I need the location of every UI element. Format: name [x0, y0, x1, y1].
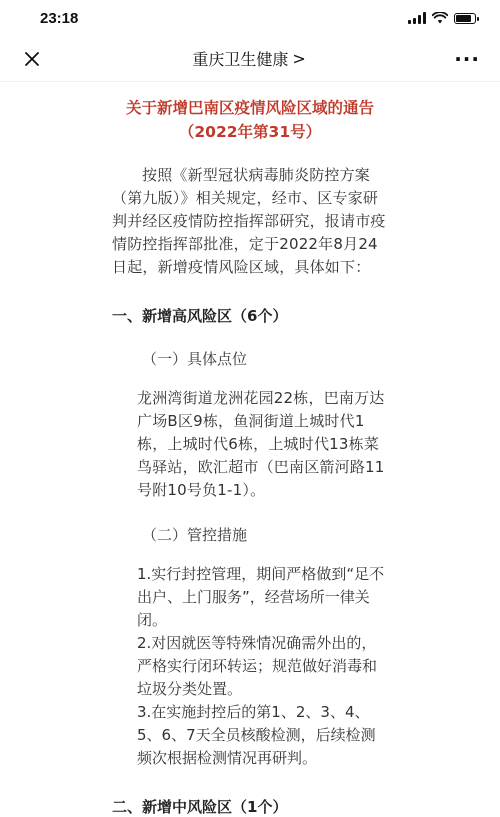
battery-icon [454, 13, 476, 24]
measure-item: 2.对因就医等特殊情况确需外出的，严格实行闭环转运；规范做好消毒和垃圾分类处置。 [137, 634, 378, 698]
close-button[interactable] [20, 47, 44, 71]
status-icons [408, 12, 476, 24]
cellular-signal-icon [408, 12, 426, 24]
sub-heading-locations: （一）具体点位 [142, 350, 248, 368]
account-name: 重庆卫生健康 [192, 50, 289, 69]
chevron-right-icon: > [292, 49, 306, 68]
measure-item: 1.实行封控管理，期间严格做到“足不出户、上门服务”，经营场所一律关闭。 [137, 565, 385, 629]
article-title-line2: （2022年第31号） [178, 123, 322, 141]
status-time: 23:18 [40, 9, 79, 27]
locations-paragraph: 龙洲湾街道龙洲花园22栋，巴南万达广场B区9栋，鱼洞街道上城时代1栋，上城时代6栋，上城时代13栋菜鸟驿站，欧汇超市（巴南区箭河路11号附10号负1-1）。 [137, 389, 385, 499]
more-options-button[interactable] [454, 46, 480, 71]
measure-item: 3.在实施封控后的第1、2、3、4、5、6、7天全员核酸检测，后续检测频次根据检测情况再研判。 [137, 703, 376, 767]
intro-paragraph: 按照《新型冠状病毒肺炎防控方案（第九版）》相关规定，经市、区专家研判并经区疫情防控指挥部研究，报请市疫情防控指挥部批准，定于2022年8月24日起，新增疫情风险区域，具体如下： [112, 166, 386, 276]
article-content [0, 96, 500, 817]
more-dots-icon: ··· [454, 46, 480, 71]
article-title-line1: 关于新增巴南区疫情风险区域的通告 [125, 99, 374, 117]
nav-bar [0, 36, 500, 82]
close-icon [24, 51, 40, 67]
status-bar [0, 0, 500, 36]
sub-heading-measures: （二）管控措施 [142, 526, 248, 544]
section-heading-high-risk: 一、新增高风险区（6个） [112, 307, 288, 325]
article-title [0, 96, 500, 144]
section-heading-medium-risk: 二、新增中风险区（1个） [112, 798, 288, 816]
account-name-link[interactable] [192, 47, 305, 70]
wifi-icon [432, 12, 448, 24]
